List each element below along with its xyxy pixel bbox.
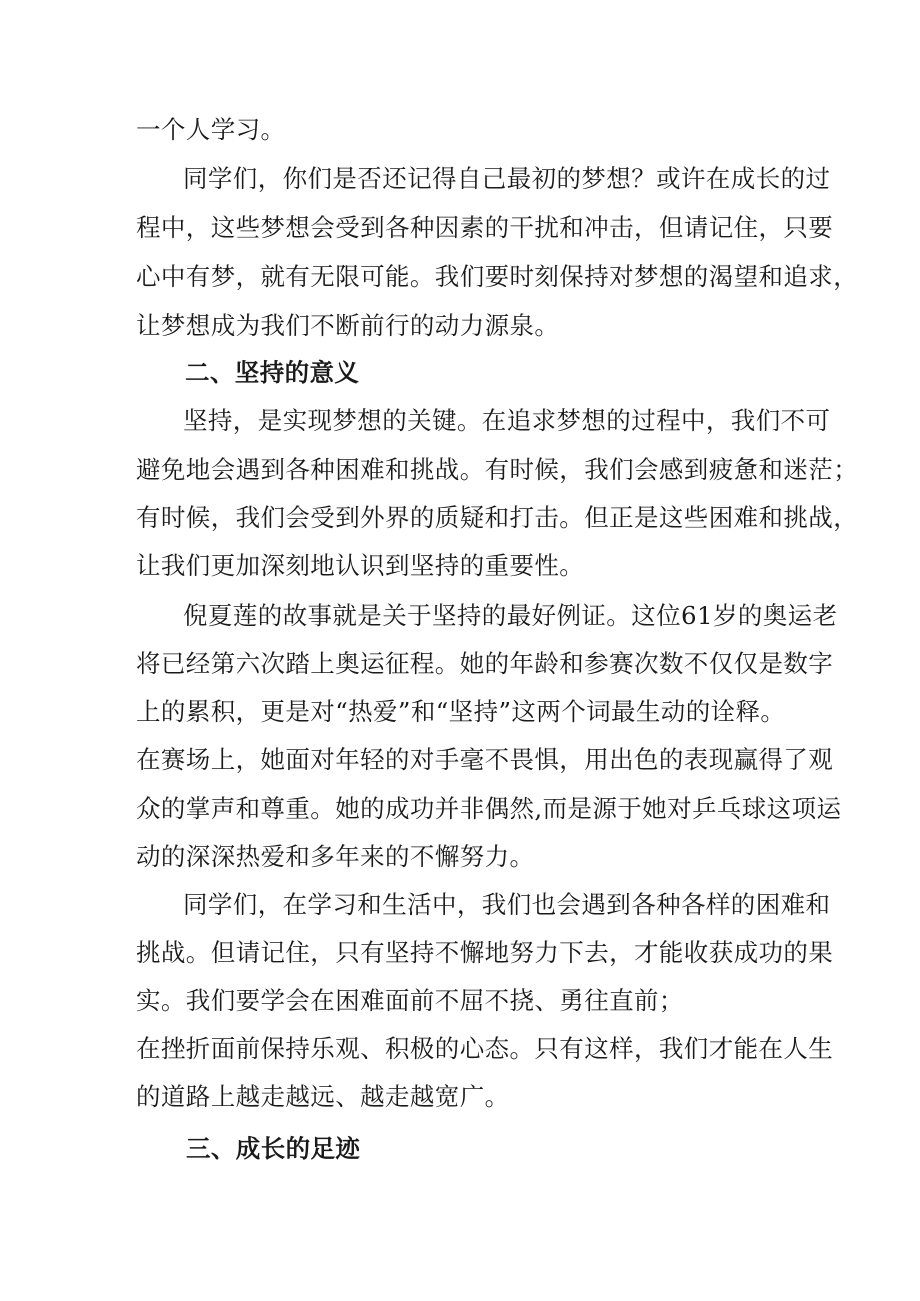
paragraph-line: 有时候，我们会受到外界的质疑和打击。但正是这些困难和挑战， bbox=[136, 503, 859, 532]
paragraph-line: 避免地会遇到各种困难和挑战。有时候，我们会感到疲惫和迷茫； bbox=[136, 455, 859, 484]
paragraph-line: 实。我们要学会在困难面前不屈不挠、勇往直前； bbox=[136, 986, 684, 1015]
section-heading: 三、成长的足迹 bbox=[186, 1134, 361, 1163]
paragraph-line: 众的掌声和尊重。她的成功并非偶然,而是源于她对乒乓球这项运 bbox=[136, 794, 842, 823]
paragraph-line: 让梦想成为我们不断前行的动力源泉。 bbox=[136, 311, 560, 340]
paragraph-line: 在赛场上，她面对年轻的对手毫不畏惧，用出色的表现赢得了观 bbox=[136, 745, 834, 774]
paragraph-line: 一个人学习。 bbox=[136, 115, 286, 144]
paragraph-line: 的道路上越走越远、越走越宽广。 bbox=[136, 1082, 510, 1111]
paragraph-line: 程中，这些梦想会受到各种因素的干扰和冲击，但请记住，只要 bbox=[136, 213, 834, 242]
paragraph-line: 让我们更加深刻地认识到坚持的重要性。 bbox=[136, 551, 585, 580]
paragraph-line: 心中有梦，就有无限可能。我们要时刻保持对梦想的渴望和追求， bbox=[136, 262, 859, 291]
paragraph-line: 挑战。但请记住，只有坚持不懈地努力下去，才能收获成功的果 bbox=[136, 938, 834, 967]
paragraph-line: 在挫折面前保持乐观、积极的心态。只有这样，我们才能在人生 bbox=[136, 1034, 834, 1063]
paragraph-line: 同学们，在学习和生活中，我们也会遇到各种各样的困难和 bbox=[183, 890, 831, 919]
paragraph-line: 同学们，你们是否还记得自己最初的梦想？或许在成长的过 bbox=[183, 164, 831, 193]
paragraph-line: 倪夏莲的故事就是关于坚持的最好例证。这位61岁的奥运老 bbox=[183, 601, 838, 630]
paragraph-line: 坚持，是实现梦想的关键。在追求梦想的过程中，我们不可 bbox=[183, 406, 831, 435]
paragraph-line: 将已经第六次踏上奥运征程。她的年龄和参赛次数不仅仅是数字 bbox=[136, 649, 834, 678]
section-heading: 二、坚持的意义 bbox=[185, 358, 360, 387]
paragraph-line: 上的累积，更是对“热爱”和“坚持”这两个词最生动的诠释。 bbox=[136, 697, 786, 726]
paragraph-line: 动的深深热爱和多年来的不懈努力。 bbox=[136, 842, 535, 871]
